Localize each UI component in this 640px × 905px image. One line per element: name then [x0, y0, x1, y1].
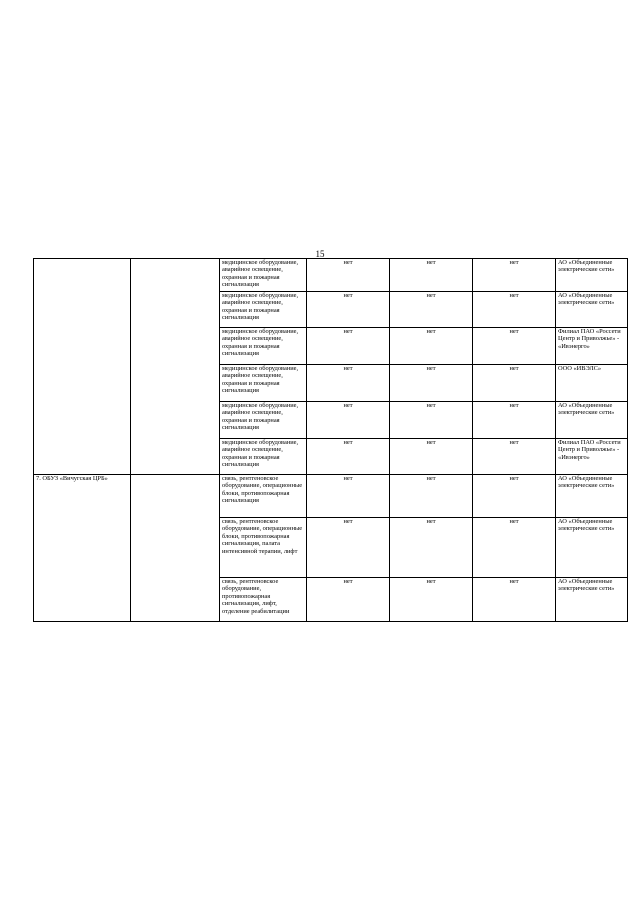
- supplier-cell: АО «Объединенные электрические сети»: [556, 578, 628, 622]
- status-cell: нет: [307, 475, 390, 518]
- status-cell: нет: [307, 259, 390, 292]
- equipment-cell: медицинское оборудование, аварийное освещение, охранная и пожарная сигнализация: [220, 292, 307, 328]
- status-cell: нет: [390, 328, 473, 365]
- blank-cell: [131, 259, 220, 475]
- table-row: [34, 475, 628, 518]
- status-cell: нет: [473, 259, 556, 292]
- equipment-table: [33, 258, 628, 622]
- equipment-cell: связь, рентгеновское оборудование, противопожарная сигнализация, лифт, отделение реабилитации: [220, 578, 307, 622]
- supplier-cell: ООО «ИВЭЛС»: [556, 365, 628, 402]
- status-cell: нет: [473, 402, 556, 439]
- supplier-cell: Филиал ПАО «Россети Центр и Приволжье» - «Ивэнерго»: [556, 328, 628, 365]
- equipment-cell: медицинское оборудование, аварийное освещение, охранная и пожарная сигнализация: [220, 402, 307, 439]
- status-cell: нет: [307, 518, 390, 578]
- supplier-cell: АО «Объединенные электрические сети»: [556, 475, 628, 518]
- status-cell: нет: [307, 439, 390, 475]
- status-cell: нет: [390, 365, 473, 402]
- equipment-cell: связь, рентгеновское оборудование, операционные блоки, противопожарная сигнализация: [220, 475, 307, 518]
- status-cell: нет: [390, 402, 473, 439]
- status-cell: нет: [390, 475, 473, 518]
- equipment-cell: медицинское оборудование, аварийное освещение, охранная и пожарная сигнализация: [220, 259, 307, 292]
- status-cell: нет: [307, 365, 390, 402]
- status-cell: нет: [390, 578, 473, 622]
- status-cell: нет: [390, 439, 473, 475]
- status-cell: нет: [473, 518, 556, 578]
- supplier-cell: АО «Объединенные электрические сети»: [556, 518, 628, 578]
- equipment-cell: связь, рентгеновское оборудование, операционные блоки, противопожарная сигнализация, палата интенсивной терапии, лифт: [220, 518, 307, 578]
- status-cell: нет: [390, 518, 473, 578]
- page-number: 15: [315, 249, 325, 259]
- status-cell: нет: [307, 328, 390, 365]
- equipment-cell: медицинское оборудование, аварийное освещение, охранная и пожарная сигнализация: [220, 365, 307, 402]
- status-cell: нет: [390, 292, 473, 328]
- supplier-cell: АО «Объединенные электрические сети»: [556, 402, 628, 439]
- blank-cell: [131, 475, 220, 622]
- equipment-cell: медицинское оборудование, аварийное освещение, охранная и пожарная сигнализация: [220, 328, 307, 365]
- status-cell: нет: [473, 578, 556, 622]
- status-cell: нет: [473, 292, 556, 328]
- supplier-cell: АО «Объединенные электрические сети»: [556, 292, 628, 328]
- equipment-cell: медицинское оборудование, аварийное освещение, охранная и пожарная сигнализация: [220, 439, 307, 475]
- supplier-cell: Филиал ПАО «Россети Центр и Приволжье» - «Ивэнерго»: [556, 439, 628, 475]
- supplier-cell: АО «Объединенные электрические сети»: [556, 259, 628, 292]
- status-cell: нет: [473, 475, 556, 518]
- status-cell: нет: [473, 365, 556, 402]
- org-cell: 7. ОБУЗ «Вичугская ЦРБ»: [34, 475, 131, 622]
- status-cell: нет: [473, 328, 556, 365]
- status-cell: нет: [473, 439, 556, 475]
- status-cell: нет: [307, 578, 390, 622]
- status-cell: нет: [390, 259, 473, 292]
- table-row: [34, 259, 628, 292]
- status-cell: нет: [307, 292, 390, 328]
- org-cell: [34, 259, 131, 475]
- status-cell: нет: [307, 402, 390, 439]
